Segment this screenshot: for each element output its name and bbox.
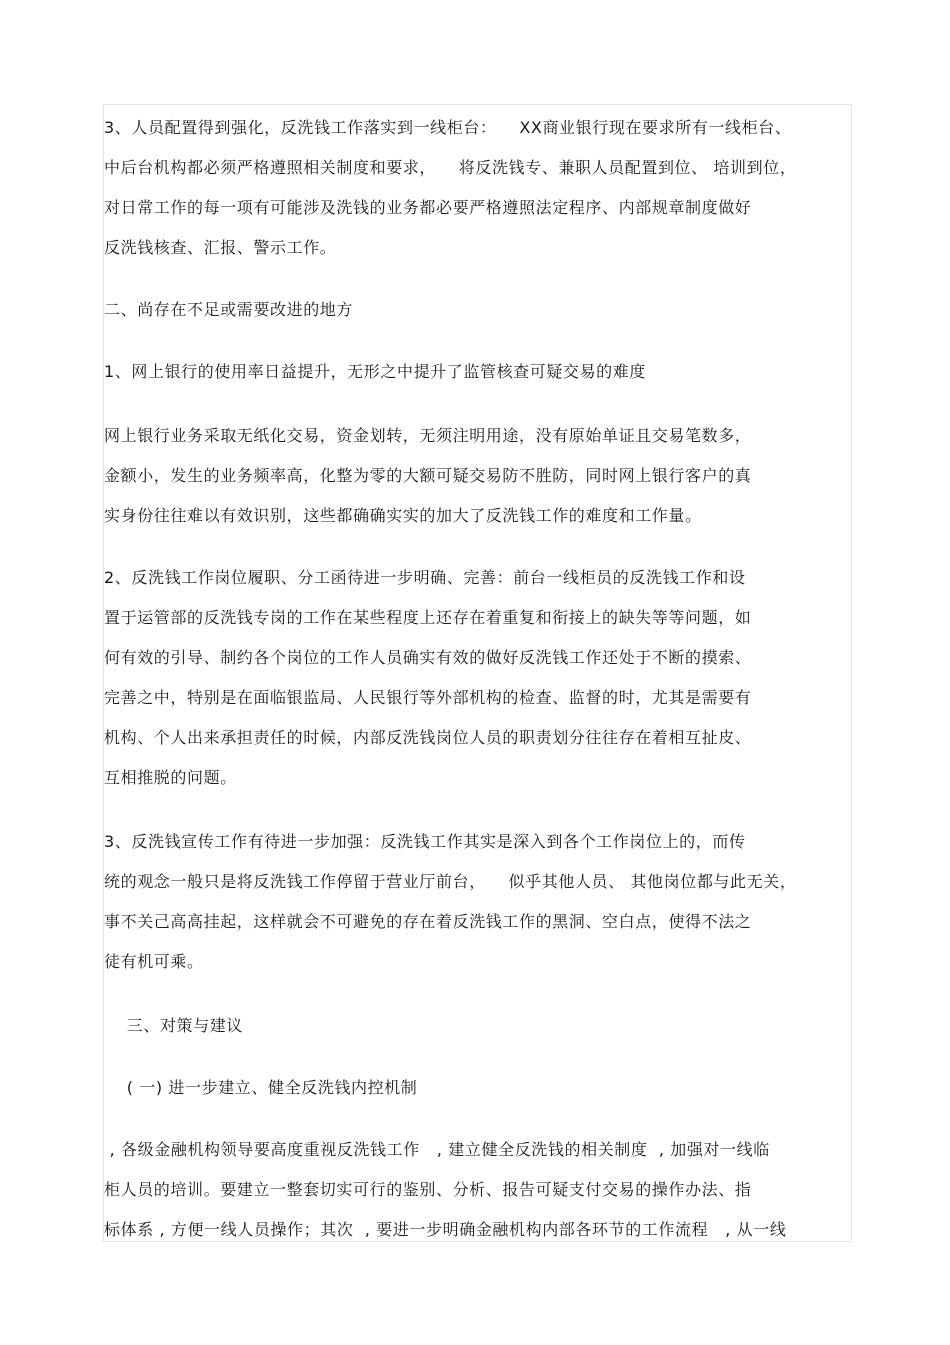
subsection-heading: 1、网上银行的使用率日益提升，无形之中提升了监管核查可疑交易的难度 <box>104 362 646 381</box>
text-line: 实身份往往难以有效识别，这些都确确实实的加大了反洗钱工作的难度和工作量。 <box>104 506 702 525</box>
text-line: 中后台机构都必须严格遵照相关制度和要求， 将反洗钱专、兼职人员配置到位、 培训到位， <box>104 158 797 177</box>
text-line: 互相推脱的问题。 <box>104 768 237 787</box>
text-line: 机构、个人出来承担责任的时候，内部反洗钱岗位人员的职责划分往往存在着相互扯皮、 <box>104 728 752 747</box>
text-line: 网上银行业务采取无纸化交易，资金划转，无须注明用途，没有原始单证且交易笔数多， <box>104 426 752 445</box>
text-line: 完善之中，特别是在面临银监局、人民银行等外部机构的检查、监督的时，尤其是需要有 <box>104 688 752 707</box>
text-line: 统的观念一般只是将反洗钱工作停留于营业厅前台， 似乎其他人员、 其他岗位都与此无关， <box>104 872 797 891</box>
page-frame <box>103 104 852 1242</box>
text-line: 柜人员的培训。要建立一整套切实可行的鉴别、分析、报告可疑支付交易的操作办法、指 <box>104 1180 752 1199</box>
text-line: , 各级金融机构领导要高度重视反洗钱工作 , 建立健全反洗钱的相关制度 , 加强对一线临 <box>104 1140 770 1159</box>
text-line: 3、人员配置得到强化，反洗钱工作落实到一线柜台： XX商业银行现在要求所有一线柜台、 <box>104 118 792 137</box>
text-line: 对日常工作的每一项有可能涉及洗钱的业务都必要严格遵照法定程序、内部规章制度做好 <box>104 198 752 217</box>
text-line: 标体系 , 方便一线人员操作；其次 , 要进一步明确金融机构内部各环节的工作流程 , 从一线 <box>104 1220 787 1239</box>
text-line: 徒有机可乘。 <box>104 952 204 971</box>
section-heading: 二、尚存在不足或需要改进的地方 <box>104 300 354 319</box>
text-line: 何有效的引导、制约各个岗位的工作人员确实有效的做好反洗钱工作还处于不断的摸索、 <box>104 648 752 667</box>
section-heading: 三、对策与建议 <box>104 1016 243 1035</box>
subsection-heading: ( 一) 进一步建立、健全反洗钱内控机制 <box>104 1078 418 1097</box>
text-line: 置于运管部的反洗钱专岗的工作在某些程度上还存在着重复和衔接上的缺失等等问题，如 <box>104 608 752 627</box>
text-line: 反洗钱核查、汇报、警示工作。 <box>104 238 337 257</box>
text-line: 金额小，发生的业务频率高，化整为零的大额可疑交易防不胜防，同时网上银行客户的真 <box>104 466 752 485</box>
text-line: 3、反洗钱宣传工作有待进一步加强：反洗钱工作其实是深入到各个工作岗位上的，而传 <box>104 832 746 851</box>
text-line: 2、反洗钱工作岗位履职、分工函待进一步明确、完善：前台一线柜员的反洗钱工作和设 <box>104 568 746 587</box>
text-line: 事不关己高高挂起，这样就会不可避免的存在着反洗钱工作的黑洞、空白点，使得不法之 <box>104 912 752 931</box>
